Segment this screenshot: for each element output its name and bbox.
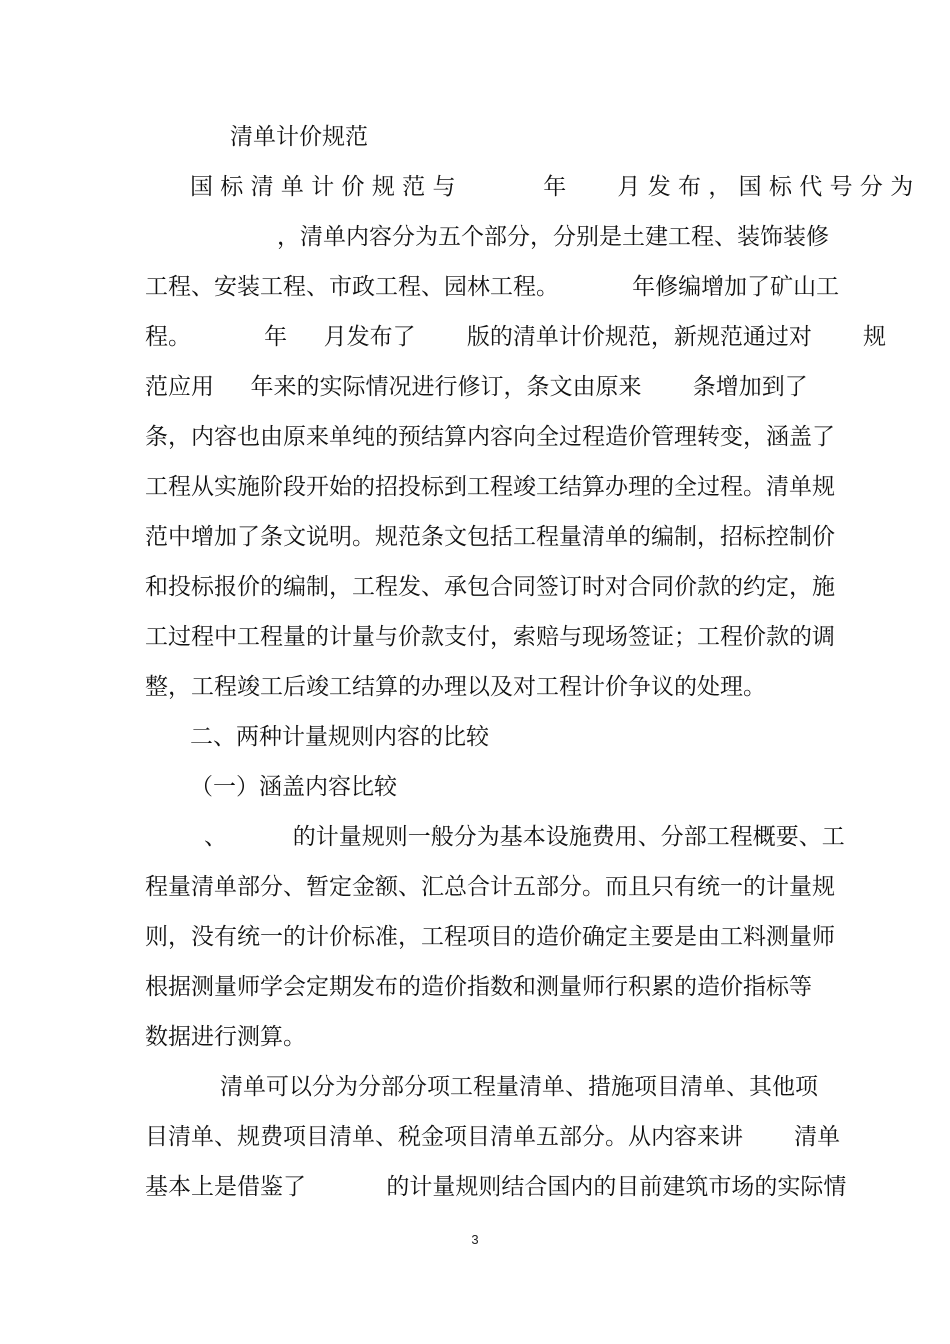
paragraph-line: 根据测量师学会定期发布的造价指数和测量师行积累的造价指标等: [145, 974, 812, 1000]
paragraph-line: 清单可以分为分部分项工程量清单、措施项目清单、其他项: [220, 1074, 818, 1100]
paragraph-line: 整，工程竣工后竣工结算的办理以及对工程计价争议的处理。: [145, 674, 766, 700]
paragraph-line: ，清单内容分为五个部分，分别是土建工程、装饰装修: [277, 224, 829, 250]
paragraph-line: 工程、安装工程、市政工程、园林工程。 年修编增加了矿山工: [145, 274, 840, 300]
paragraph-line: 则，没有统一的计价标准，工程项目的造价确定主要是由工料测量师: [145, 924, 835, 950]
section-heading: 清单计价规范: [230, 124, 368, 150]
paragraph-line: 程。 年 月发布了 版的清单计价规范，新规范通过对 规: [145, 324, 887, 350]
paragraph-line: 范中增加了条文说明。规范条文包括工程量清单的编制，招标控制价: [145, 524, 835, 550]
paragraph-line: 国 标 清 单 计 价 规 范 与 年 月 发 布 ， 国 标 代 号 分 为: [190, 174, 914, 200]
paragraph-line: 、 的计量规则一般分为基本设施费用、分部工程概要、工: [204, 824, 845, 850]
paragraph-line: 工程从实施阶段开始的招投标到工程竣工结算办理的全过程。清单规: [145, 474, 835, 500]
paragraph-line: 条，内容也由原来单纯的预结算内容向全过程造价管理转变，涵盖了: [145, 424, 835, 450]
section-heading: 二、两种计量规则内容的比较: [190, 724, 489, 750]
paragraph-line: 工过程中工程量的计量与价款支付，索赔与现场签证；工程价款的调: [145, 624, 835, 650]
paragraph-line: 数据进行测算。: [145, 1024, 306, 1050]
paragraph-line: 程量清单部分、暂定金额、汇总合计五部分。而且只有统一的计量规: [145, 874, 835, 900]
paragraph-line: 和投标报价的编制，工程发、承包合同签订时对合同价款的约定，施: [145, 574, 835, 600]
page-number: 3: [471, 1232, 479, 1247]
paragraph-line: 目清单、规费项目清单、税金项目清单五部分。从内容来讲 清单: [145, 1124, 841, 1150]
subsection-heading: （一）涵盖内容比较: [190, 774, 397, 800]
paragraph-line: 范应用 年来的实际情况进行修订，条文由原来 条增加到了: [145, 374, 808, 400]
paragraph-line: 基本上是借鉴了 的计量规则结合国内的目前建筑市场的实际情: [145, 1174, 847, 1200]
